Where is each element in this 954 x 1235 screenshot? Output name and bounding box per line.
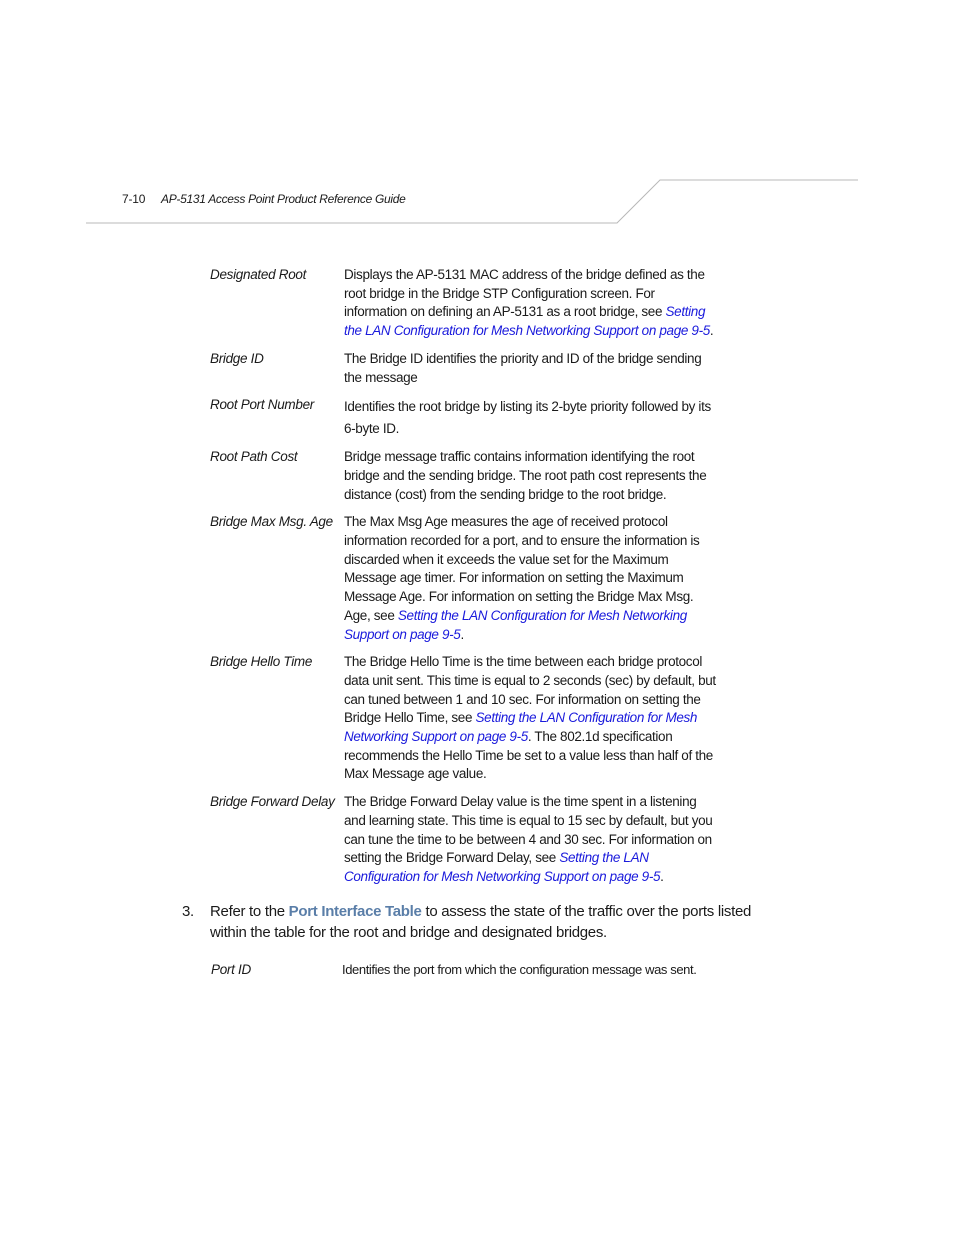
- definition-text-after: .: [460, 626, 464, 642]
- definition-term: Bridge Forward Delay: [210, 794, 335, 810]
- step-number: 3.: [182, 903, 194, 920]
- definition-row: [210, 793, 770, 887]
- definition-term: Root Path Cost: [210, 449, 298, 465]
- definition-text-after: . The 802.1d specification recommends the Hello Time be set to a value less than half of the Max Message age value.: [344, 729, 713, 782]
- page-number: 7-10: [122, 192, 146, 206]
- definition-text: Identifies the root bridge by listing its 2-byte priority followed by its 6-byte ID.: [344, 399, 711, 436]
- step-text-after: to assess the state of the traffic over the ports listed within the table for the root and bridge and designated bridges.: [210, 903, 752, 941]
- step-text-before: Refer to the: [210, 903, 289, 920]
- definition-row: [210, 350, 770, 387]
- definition-term: Bridge ID: [210, 350, 264, 366]
- definition-row: [210, 448, 770, 504]
- port-id-description: Identifies the port from which the configuration message was sent.: [342, 962, 697, 977]
- definition-text: The Bridge Hello Time is the time between each bridge protocol data unit sent. This time is equal to 2 seconds (sec) by default, but can tuned between 1 and 10 sec. For information on setting the Bridge Hello Time, see: [344, 654, 716, 726]
- definition-row: [210, 396, 770, 439]
- definition-description: [344, 513, 720, 644]
- port-interface-table-link[interactable]: Port Interface Table: [288, 903, 422, 920]
- definition-description: [344, 350, 720, 387]
- definition-text: Displays the AP-5131 MAC address of the bridge defined as the root bridge in the Bridge STP Configuration screen. For information on defining an AP-5131 as a root bridge, see: [344, 267, 705, 320]
- definition-term: Designated Root: [210, 267, 307, 282]
- definition-row: [210, 266, 770, 341]
- definition-text-after: .: [660, 868, 664, 884]
- definition-text-after: .: [709, 323, 714, 339]
- definition-description: [344, 793, 720, 887]
- definition-term: Bridge Max Msg. Age: [210, 514, 333, 530]
- guide-title: AP-5131 Access Point Product Reference Guide: [161, 192, 406, 206]
- definition-description: [344, 448, 720, 504]
- definition-text: Bridge message traffic contains information identifying the root bridge and the sending bridge. The root path cost represents the distance (cost) from the sending bridge to the root bridge.: [344, 449, 707, 502]
- definition-description: [344, 653, 720, 784]
- cross-reference-link[interactable]: Setting the LAN Configuration for Mesh Networking Support on page 9-5: [344, 607, 687, 642]
- definition-text: The Bridge Forward Delay value is the time spent in a listening and learning state. This time is equal to 15 sec by default, but you can tune the time to be between 4 and 30 sec. For information on setting the Bridge Forward Delay, see: [344, 794, 713, 866]
- definition-table: [210, 266, 770, 887]
- cross-reference-link[interactable]: Setting the LAN Configuration for Mesh Networking Support on page 9-5: [344, 710, 698, 745]
- cross-reference-link[interactable]: Setting the LAN Configuration for Mesh Networking Support on page 9-5: [344, 304, 710, 339]
- definition-row: [210, 513, 770, 644]
- procedure-step: [182, 902, 782, 943]
- definition-text: The Max Msg Age measures the age of received protocol information recorded for a port, and to ensure the information is discarded when it exceeds the value set for the Maximum Message age timer. For information on setting the Maximum Message Age. For information on setting the Bridge Max Msg. Age, see: [344, 514, 700, 623]
- cross-reference-link[interactable]: Setting the LAN Configuration for Mesh Networking Support on page 9-5: [344, 850, 661, 884]
- port-id-term: Port ID: [211, 962, 251, 977]
- definition-description: [344, 396, 720, 439]
- definition-term: Root Port Number: [210, 397, 314, 413]
- definition-row: [210, 653, 770, 784]
- definition-term: Bridge Hello Time: [210, 654, 313, 670]
- definition-description: [344, 266, 720, 341]
- step-text: [210, 902, 770, 943]
- definition-text: The Bridge ID identifies the priority and ID of the bridge sending the message: [344, 350, 702, 385]
